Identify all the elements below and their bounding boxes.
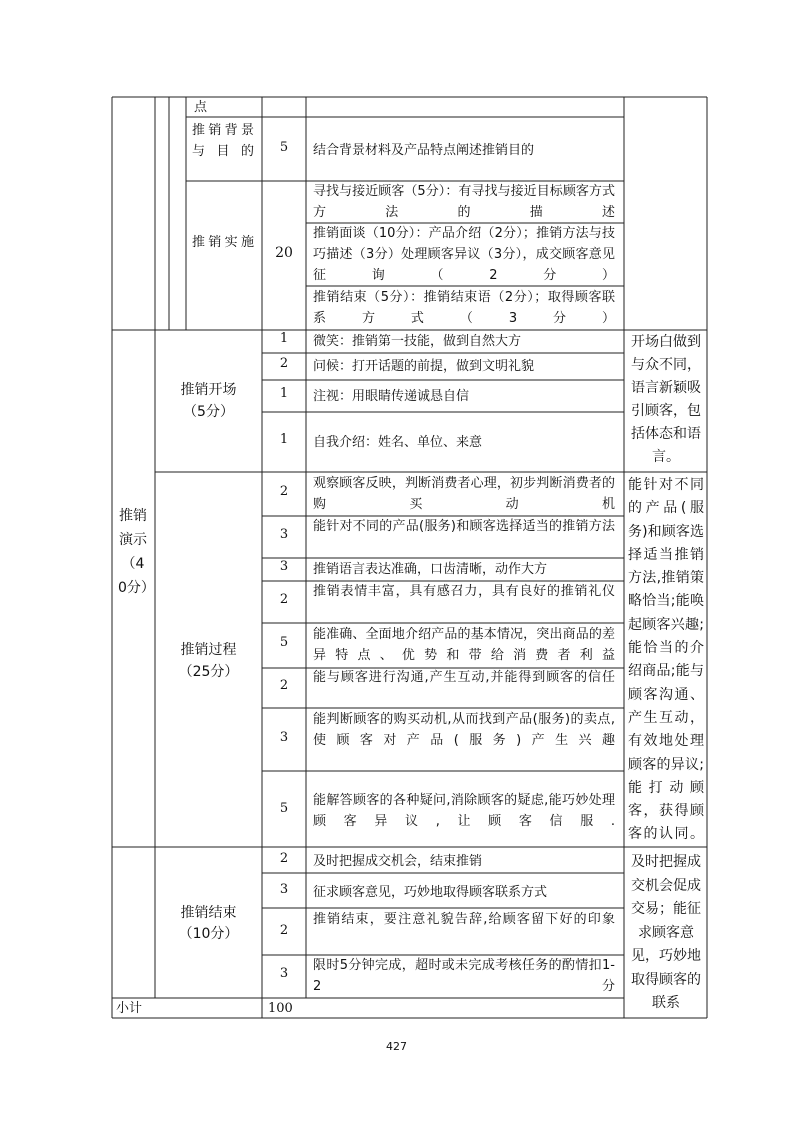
process-content-5: 能准确、全面地介绍产品的基本情况，突出商品的差异特点、优势和带给消费者利益 (313, 627, 615, 663)
content-beijing: 结合背景材料及产品特点阐述推销目的 (313, 143, 535, 158)
score-shishi: 20 (275, 245, 293, 261)
process-note: 能针对不同的产品(服务)和顾客选择适当推销方法,推销策略恰当;能唤起顾客兴趣;能恰当的介绍商品;能与顾客沟通、产生互动，有效地处理顾客的异议;能打动顾客，获得顾客的认同。 (628, 477, 704, 843)
closing-score-4: 3 (279, 966, 289, 981)
closing-note: 及时把握成交机会促成交易；能征求顾客意见，巧妙地取得顾客的联系 (631, 854, 701, 1011)
process-content-2: 能针对不同的产品(服务)和顾客选择适当的推销方法 (313, 519, 615, 534)
item-dian: 点 (194, 100, 208, 115)
process-content-1: 观察顾客反映，判断消费者心理，初步判断消费者的购买动机 (313, 476, 615, 512)
subtotal-score: 100 (268, 1001, 293, 1016)
process-score-4: 2 (279, 592, 289, 607)
process-content-7: 能判断顾客的购买动机,从而找到产品(服务)的卖点,使顾客对产品(服务)产生兴趣 (313, 712, 615, 748)
opening-content-2: 问候：打开话题的前提，做到文明礼貌 (313, 359, 535, 374)
opening-label: 推销开场 (180, 382, 237, 398)
opening-score-4: 1 (279, 432, 289, 447)
closing-label: 推销结束 (180, 905, 237, 921)
closing-score-2: 3 (279, 882, 289, 897)
process-label: 推销过程 (180, 642, 237, 658)
process-content-4: 推销表情丰富，具有感召力，具有良好的推销礼仪 (313, 584, 615, 599)
closing-points: （10分） (178, 926, 239, 942)
opening-content-3: 注视：用眼睛传递诚恳自信 (313, 389, 470, 404)
opening-points: （5分） (183, 404, 234, 420)
process-score-1: 2 (279, 484, 289, 499)
process-content-3: 推销语言表达准确，口齿清晰，动作大方 (313, 562, 548, 577)
opening-score-2: 2 (279, 356, 289, 371)
item-beijing: 推销背景与目的 (192, 123, 254, 159)
closing-score-1: 2 (279, 851, 289, 866)
process-score-5: 5 (279, 635, 289, 650)
closing-content-4: 限时5分钟完成，超时或未完成考核任务的酌情扣1-2分 (313, 958, 615, 994)
opening-score-3: 1 (279, 386, 289, 401)
process-points: （25分） (178, 664, 239, 680)
closing-content-2: 征求顾客意见，巧妙地取得顾客联系方式 (313, 885, 548, 900)
content-shishi-2: 推销面谈（10分）：产品介绍（2分）；推销方法与技巧描述（3分）处理顾客异议（3分），成交顾客意见征询（2分） (313, 226, 615, 283)
content-shishi-1: 寻找与接近顾客（5分）：有寻找与接近目标顾客方式方法的描述 (313, 184, 615, 220)
section-label-tuixiao-yanshi: 推销演示（40分） (118, 508, 155, 596)
closing-score-3: 2 (279, 923, 289, 938)
process-score-6: 2 (279, 678, 289, 693)
process-score-2: 3 (279, 527, 289, 542)
opening-score-1: 1 (279, 331, 289, 346)
opening-content-1: 微笑：推销第一技能，做到自然大方 (313, 334, 522, 349)
page-number: 427 (386, 1040, 407, 1053)
content-shishi-3: 推销结束（5分）：推销结束语（2分）；取得顾客联系方式（3分） (313, 290, 615, 326)
process-score-8: 5 (279, 801, 289, 816)
score-beijing: 5 (279, 140, 289, 155)
subtotal-label: 小计 (116, 1001, 143, 1016)
closing-content-3: 推销结束，要注意礼貌告辞,给顾客留下好的印象 (313, 912, 615, 927)
opening-note: 开场白做到与众不同，语言新颖吸引顾客，包括体态和语言。 (631, 334, 701, 465)
closing-content-1: 及时把握成交机会，结束推销 (313, 854, 483, 869)
process-score-3: 3 (279, 559, 289, 574)
process-content-8: 能解答顾客的各种疑问,消除顾客的疑虑,能巧妙处理顾客异议,让顾客信服. (313, 793, 615, 829)
opening-content-4: 自我介绍：姓名、单位、来意 (313, 435, 483, 450)
process-content-6: 能与顾客进行沟通,产生互动,并能得到顾客的信任 (313, 670, 615, 685)
item-shishi: 推销实施 (192, 235, 254, 250)
process-score-7: 3 (279, 730, 289, 745)
